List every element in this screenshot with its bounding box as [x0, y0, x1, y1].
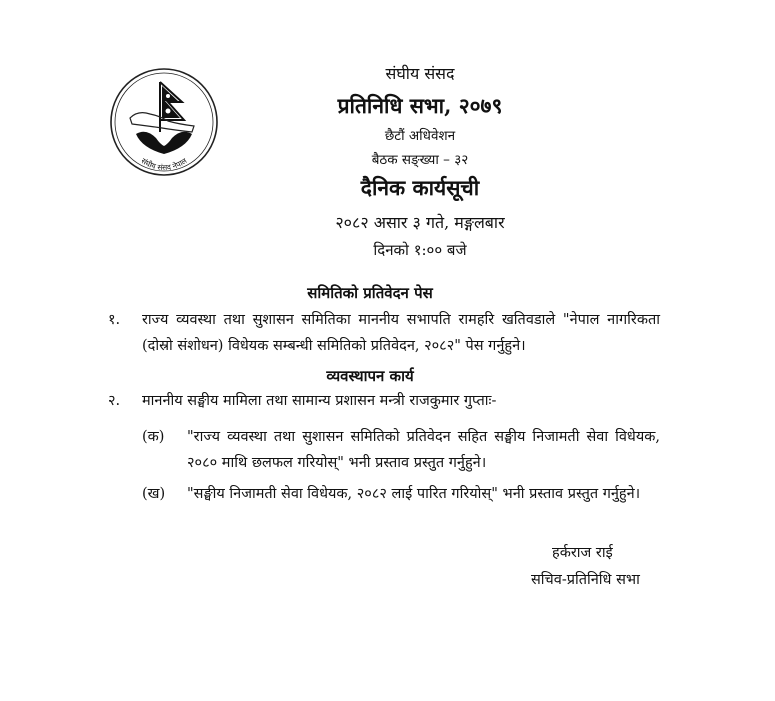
subitem-label: (ख)	[142, 486, 166, 502]
subitem-text: "राज्य व्यवस्था तथा सुशासन समितिको प्रतिवेदन सहित सङ्घीय निजामती सेवा विधेयक, २०८० माथि छलफल गरियोस्" भनी प्रस्ताव प्रस्तुत गर्नुहुने।	[187, 429, 660, 471]
item-number: १.	[108, 312, 121, 328]
subitem-label: (क)	[142, 429, 165, 445]
meeting-number: बैठक सङ्ख्या – ३२	[371, 152, 469, 168]
parliament-emblem-icon	[108, 66, 220, 178]
section-heading-report: समितिको प्रतिवेदन पेस	[307, 284, 433, 302]
agenda-item-text: राज्य व्यवस्था तथा सुशासन समितिका माननीय सभापति रामहरि खतिवडाले "नेपाल नागरिकता (दोस्रो संशोधन) विधेयक सम्बन्धी समितिको प्रतिवेदन, २०८२" पेस गर्नुहुने।	[142, 312, 660, 354]
session-label: छैटौं अधिवेशन	[384, 128, 456, 144]
emblem-svg	[108, 66, 220, 178]
parliament-name: संघीय संसद	[385, 64, 455, 83]
house-title: प्रतिनिधि सभा, २०७९	[337, 93, 503, 118]
signatory-title: सचिव-प्रतिनिधि सभा	[531, 572, 640, 588]
page-title: दैनिक कार्यसूची	[360, 175, 480, 200]
subitem-text: "सङ्घीय निजामती सेवा विधेयक, २०८२ लाई पारित गरियोस्" भनी प्रस्ताव प्रस्तुत गर्नुहुने।	[187, 486, 641, 502]
meeting-time: दिनको १:०० बजे	[373, 241, 467, 259]
emblem-caption: संघीय संसद नेपाल	[139, 156, 189, 173]
agenda-item-text: माननीय सङ्घीय मामिला तथा सामान्य प्रशासन मन्त्री राजकुमार गुप्ताः-	[142, 393, 497, 409]
item-number: २.	[108, 393, 121, 409]
signatory-name: हर्कराज राई	[552, 545, 613, 561]
meeting-date: २०८२ असार ३ गते, मङ्गलबार	[335, 213, 505, 232]
section-heading-legislation: व्यवस्थापन कार्य	[326, 367, 414, 385]
